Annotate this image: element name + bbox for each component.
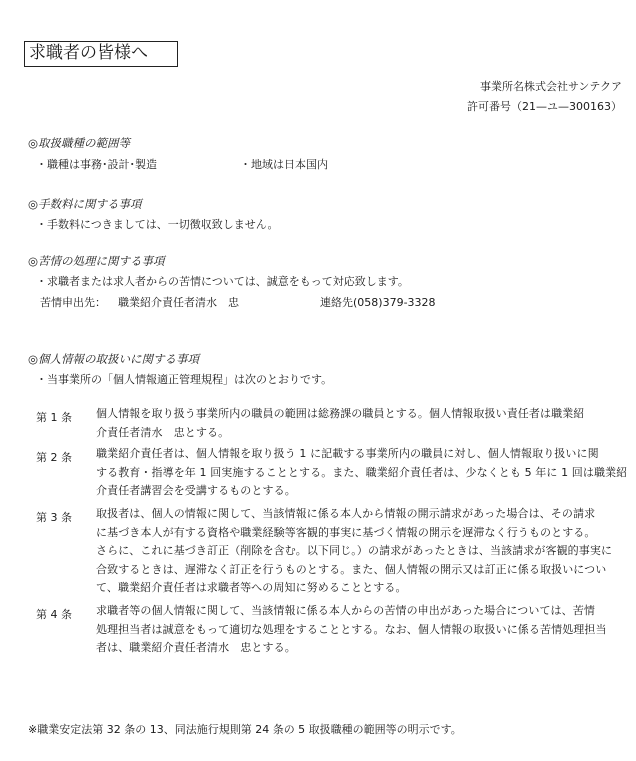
article-4-line: 求職者等の個人情報に関して、当該情報に係る本人からの苦情の申出があった場合については、苦情 — [96, 604, 595, 617]
complaint-contact-person: 職業紹介責任者清水 忠 — [118, 296, 239, 309]
article-4-body — [96, 602, 606, 658]
article-3-line: て、職業紹介責任者は求職者等への周知に努めることとする。 — [96, 581, 407, 595]
company-name: 事業所名株式会社サンテクア — [479, 80, 622, 93]
article-3-line: 取扱者は、個人の情報に関して、当該情報に係る本人から情報の開示請求があった場合は、その請求 — [96, 507, 596, 520]
article-2-line: する教育・指導を年 1 回実施することとする。また、職業紹介責任者は、少なくとも 5 年に 1 回は職業紹 — [96, 465, 628, 479]
fee-text: ・手数料につきましては、一切徴収致しません。 — [36, 218, 279, 231]
article-2-body — [96, 445, 628, 501]
article-4-number: 第 4 条 — [36, 608, 72, 621]
article-3-line: に基づき本人が有する資格や職業経験等客観的事実に基づく情報の開示を遅滞なく行うものとする。 — [96, 525, 596, 539]
article-1-line: 個人情報を取り扱う事業所内の職員の範囲は総務課の職員とする。個人情報取扱い責任者は職業紹 — [96, 407, 585, 420]
article-2-line: 職業紹介責任者は、個人情報を取り扱う 1 に記載する事業所内の職員に対し、個人情報取り扱いに関 — [96, 447, 599, 460]
article-2-line: 介責任者講習会を受講するものとする。 — [96, 484, 296, 498]
article-4-line: 処理担当者は誠意をもって適切な処理をすることとする。なお、個人情報の取扱いに係る苦情処理担当 — [96, 622, 607, 636]
article-1-number: 第 1 条 — [36, 411, 72, 424]
complaint-contact-label: 苦情申出先： — [40, 296, 106, 309]
footnote: ※職業安定法第 32 条の 13、同法施行規則第 24 条の 5 取扱職種の範囲等の明示です。 — [28, 723, 462, 736]
article-1-body — [96, 405, 606, 442]
article-2-number: 第 2 条 — [36, 451, 72, 464]
article-3-line: さらに、これに基づき訂正（削除を含む。以下同じ。）の請求があったときは、当該請求が客観的事実に — [96, 544, 613, 558]
range-occupation: ・職種は事務･設計･製造 — [36, 158, 157, 171]
range-heading: ◎取扱職種の範囲等 — [28, 136, 131, 150]
privacy-heading: ◎個人情報の取扱いに関する事項 — [28, 352, 200, 366]
article-3-number: 第 3 条 — [36, 511, 72, 524]
complaint-heading: ◎苦情の処理に関する事項 — [28, 254, 165, 268]
page-title: 求職者の皆様へ — [24, 41, 178, 67]
complaint-phone: 連絡先(058)379-3328 — [320, 296, 436, 309]
privacy-intro: ・当事業所の「個人情報適正管理規程」は次のとおりです。 — [36, 373, 333, 386]
article-3-line: 合致するときは、遅滞なく訂正を行うものとする。また、個人情報の開示又は訂正に係る取扱いについ — [96, 562, 607, 576]
article-1-line: 介責任者清水 忠とする。 — [96, 425, 230, 439]
range-region: ・地域は日本国内 — [240, 158, 328, 171]
license-number: 許可番号（21—ユ—300163） — [467, 100, 622, 113]
article-4-line: 者は、職業紹介責任者清水 忠とする。 — [96, 641, 296, 655]
fee-heading: ◎手数料に関する事項 — [28, 197, 142, 211]
article-3-body — [96, 505, 613, 598]
complaint-text: ・求職者または求人者からの苦情については、誠意をもって対応致します。 — [36, 275, 409, 288]
